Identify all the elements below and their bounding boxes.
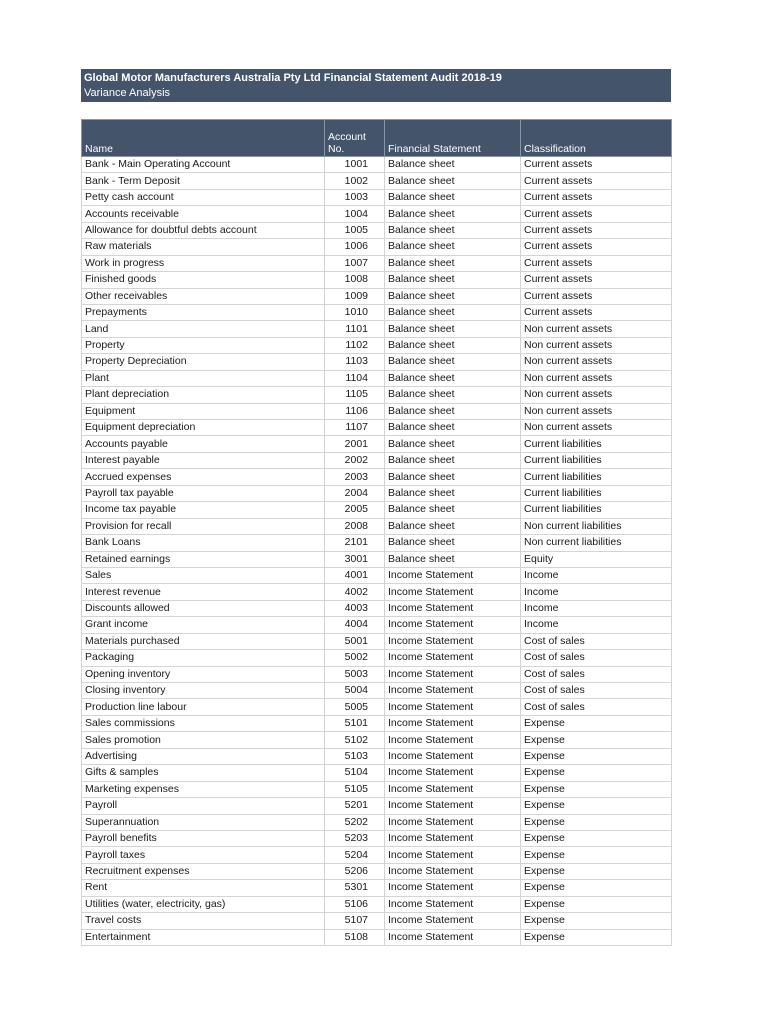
- cell-financial-statement: Balance sheet: [385, 255, 521, 271]
- cell-classification: Current assets: [521, 189, 672, 205]
- cell-classification: Non current assets: [521, 387, 672, 403]
- table-row: [82, 584, 672, 600]
- cell-account-name: Accounts receivable: [82, 206, 325, 222]
- cell-account-name: Accrued expenses: [82, 469, 325, 485]
- table-row: [82, 502, 672, 518]
- cell-classification: Cost of sales: [521, 683, 672, 699]
- column-header-name: Name: [82, 120, 325, 157]
- cell-account-number: 1001: [325, 157, 385, 173]
- cell-account-number: 5106: [325, 896, 385, 912]
- cell-financial-statement: Balance sheet: [385, 518, 521, 534]
- table-row: [82, 683, 672, 699]
- cell-account-number: 1007: [325, 255, 385, 271]
- cell-account-name: Closing inventory: [82, 683, 325, 699]
- cell-account-number: 1010: [325, 304, 385, 320]
- cell-account-name: Bank - Term Deposit: [82, 173, 325, 189]
- cell-classification: Expense: [521, 748, 672, 764]
- cell-account-number: 5206: [325, 863, 385, 879]
- cell-account-number: 1003: [325, 189, 385, 205]
- table-header: [82, 120, 672, 157]
- cell-account-name: Marketing expenses: [82, 781, 325, 797]
- cell-financial-statement: Balance sheet: [385, 239, 521, 255]
- table-row: [82, 748, 672, 764]
- table-row: [82, 321, 672, 337]
- cell-account-name: Other receivables: [82, 288, 325, 304]
- cell-financial-statement: Balance sheet: [385, 535, 521, 551]
- cell-account-number: 5201: [325, 798, 385, 814]
- cell-financial-statement: Income Statement: [385, 798, 521, 814]
- cell-account-number: 5002: [325, 650, 385, 666]
- cell-account-name: Provision for recall: [82, 518, 325, 534]
- cell-financial-statement: Income Statement: [385, 567, 521, 583]
- cell-account-number: 1101: [325, 321, 385, 337]
- cell-account-number: 5107: [325, 913, 385, 929]
- cell-financial-statement: Balance sheet: [385, 304, 521, 320]
- table-row: [82, 830, 672, 846]
- table-row: [82, 765, 672, 781]
- cell-account-number: 1104: [325, 370, 385, 386]
- cell-financial-statement: Balance sheet: [385, 452, 521, 468]
- cell-account-number: 2101: [325, 535, 385, 551]
- cell-classification: Equity: [521, 551, 672, 567]
- cell-account-name: Allowance for doubtful debts account: [82, 222, 325, 238]
- table-row: [82, 255, 672, 271]
- table-row: [82, 387, 672, 403]
- cell-account-name: Packaging: [82, 650, 325, 666]
- cell-account-number: 1006: [325, 239, 385, 255]
- cell-classification: Cost of sales: [521, 633, 672, 649]
- cell-account-name: Petty cash account: [82, 189, 325, 205]
- cell-account-name: Plant depreciation: [82, 387, 325, 403]
- cell-account-number: 1102: [325, 337, 385, 353]
- cell-financial-statement: Income Statement: [385, 880, 521, 896]
- table-row: [82, 896, 672, 912]
- cell-account-number: 5203: [325, 830, 385, 846]
- cell-classification: Current liabilities: [521, 452, 672, 468]
- cell-classification: Non current assets: [521, 354, 672, 370]
- cell-financial-statement: Balance sheet: [385, 321, 521, 337]
- cell-classification: Cost of sales: [521, 650, 672, 666]
- table-row: [82, 567, 672, 583]
- cell-account-number: 1105: [325, 387, 385, 403]
- cell-financial-statement: Income Statement: [385, 913, 521, 929]
- cell-account-number: 2005: [325, 502, 385, 518]
- cell-account-number: 5004: [325, 683, 385, 699]
- table-row: [82, 173, 672, 189]
- cell-account-name: Materials purchased: [82, 633, 325, 649]
- cell-account-number: 2001: [325, 436, 385, 452]
- cell-financial-statement: Income Statement: [385, 830, 521, 846]
- cell-financial-statement: Income Statement: [385, 748, 521, 764]
- table-row: [82, 715, 672, 731]
- cell-financial-statement: Balance sheet: [385, 551, 521, 567]
- cell-financial-statement: Balance sheet: [385, 157, 521, 173]
- cell-financial-statement: Income Statement: [385, 699, 521, 715]
- cell-financial-statement: Balance sheet: [385, 337, 521, 353]
- cell-classification: Non current assets: [521, 403, 672, 419]
- table-row: [82, 370, 672, 386]
- cell-account-name: Property Depreciation: [82, 354, 325, 370]
- cell-classification: Non current assets: [521, 337, 672, 353]
- cell-account-number: 5003: [325, 666, 385, 682]
- cell-financial-statement: Income Statement: [385, 650, 521, 666]
- cell-classification: Current assets: [521, 173, 672, 189]
- table-row: [82, 863, 672, 879]
- cell-account-number: 5202: [325, 814, 385, 830]
- table-row: [82, 222, 672, 238]
- cell-account-number: 5108: [325, 929, 385, 945]
- table-row: [82, 239, 672, 255]
- cell-classification: Current liabilities: [521, 469, 672, 485]
- cell-account-number: 5103: [325, 748, 385, 764]
- cell-account-name: Sales promotion: [82, 732, 325, 748]
- cell-financial-statement: Income Statement: [385, 896, 521, 912]
- report-title: Global Motor Manufacturers Australia Pty Ltd Financial Statement Audit 2018-19: [84, 72, 502, 84]
- cell-classification: Cost of sales: [521, 666, 672, 682]
- cell-account-name: Superannuation: [82, 814, 325, 830]
- table-row: [82, 600, 672, 616]
- cell-financial-statement: Income Statement: [385, 584, 521, 600]
- cell-classification: Expense: [521, 732, 672, 748]
- chart-of-accounts-table: [81, 119, 672, 946]
- cell-financial-statement: Balance sheet: [385, 222, 521, 238]
- cell-classification: Current assets: [521, 255, 672, 271]
- cell-account-name: Travel costs: [82, 913, 325, 929]
- table-row: [82, 929, 672, 945]
- cell-classification: Current liabilities: [521, 436, 672, 452]
- table-row: [82, 189, 672, 205]
- cell-account-name: Equipment depreciation: [82, 420, 325, 436]
- cell-financial-statement: Income Statement: [385, 666, 521, 682]
- table-row: [82, 272, 672, 288]
- cell-financial-statement: Balance sheet: [385, 420, 521, 436]
- cell-account-number: 3001: [325, 551, 385, 567]
- cell-financial-statement: Balance sheet: [385, 485, 521, 501]
- cell-financial-statement: Income Statement: [385, 847, 521, 863]
- cell-financial-statement: Income Statement: [385, 617, 521, 633]
- cell-account-name: Equipment: [82, 403, 325, 419]
- cell-account-number: 5101: [325, 715, 385, 731]
- table-row: [82, 337, 672, 353]
- cell-account-number: 1005: [325, 222, 385, 238]
- table-row: [82, 485, 672, 501]
- cell-account-number: 5102: [325, 732, 385, 748]
- cell-account-name: Discounts allowed: [82, 600, 325, 616]
- cell-financial-statement: Income Statement: [385, 929, 521, 945]
- table-row: [82, 781, 672, 797]
- cell-account-number: 1008: [325, 272, 385, 288]
- cell-classification: Current liabilities: [521, 502, 672, 518]
- cell-financial-statement: Income Statement: [385, 633, 521, 649]
- cell-financial-statement: Balance sheet: [385, 387, 521, 403]
- cell-financial-statement: Income Statement: [385, 765, 521, 781]
- cell-account-number: 2004: [325, 485, 385, 501]
- cell-financial-statement: Balance sheet: [385, 206, 521, 222]
- cell-account-name: Property: [82, 337, 325, 353]
- cell-financial-statement: Income Statement: [385, 863, 521, 879]
- table-row: [82, 913, 672, 929]
- cell-financial-statement: Balance sheet: [385, 354, 521, 370]
- cell-classification: Current assets: [521, 206, 672, 222]
- cell-account-name: Gifts & samples: [82, 765, 325, 781]
- cell-account-name: Rent: [82, 880, 325, 896]
- table-row: [82, 288, 672, 304]
- table-row: [82, 535, 672, 551]
- table-row: [82, 798, 672, 814]
- cell-classification: Current assets: [521, 222, 672, 238]
- table-row: [82, 354, 672, 370]
- column-header-account-line1: Account: [328, 131, 366, 143]
- cell-classification: Expense: [521, 913, 672, 929]
- cell-financial-statement: Balance sheet: [385, 403, 521, 419]
- cell-account-number: 5105: [325, 781, 385, 797]
- table-row: [82, 452, 672, 468]
- table-row: [82, 304, 672, 320]
- cell-account-number: 4002: [325, 584, 385, 600]
- cell-financial-statement: Balance sheet: [385, 436, 521, 452]
- cell-account-name: Bank - Main Operating Account: [82, 157, 325, 173]
- cell-classification: Income: [521, 567, 672, 583]
- cell-account-name: Recruitment expenses: [82, 863, 325, 879]
- column-header-account-no: [325, 120, 385, 157]
- column-header-financial-statement: Financial Statement: [385, 120, 521, 157]
- column-header-classification: Classification: [521, 120, 672, 157]
- cell-classification: Current assets: [521, 272, 672, 288]
- cell-classification: Expense: [521, 814, 672, 830]
- table-row: [82, 880, 672, 896]
- cell-account-number: 2008: [325, 518, 385, 534]
- cell-account-name: Payroll: [82, 798, 325, 814]
- cell-account-number: 5301: [325, 880, 385, 896]
- table-body: [82, 157, 672, 946]
- cell-account-number: 1009: [325, 288, 385, 304]
- cell-classification: Current assets: [521, 288, 672, 304]
- cell-classification: Non current assets: [521, 321, 672, 337]
- cell-account-name: Interest payable: [82, 452, 325, 468]
- cell-account-name: Bank Loans: [82, 535, 325, 551]
- cell-account-name: Payroll taxes: [82, 847, 325, 863]
- cell-financial-statement: Income Statement: [385, 683, 521, 699]
- cell-classification: Expense: [521, 929, 672, 945]
- cell-account-name: Advertising: [82, 748, 325, 764]
- cell-classification: Expense: [521, 830, 672, 846]
- cell-account-name: Income tax payable: [82, 502, 325, 518]
- report-title-banner: [81, 69, 671, 102]
- cell-account-number: 2003: [325, 469, 385, 485]
- cell-financial-statement: Income Statement: [385, 715, 521, 731]
- cell-financial-statement: Balance sheet: [385, 288, 521, 304]
- cell-classification: Non current liabilities: [521, 518, 672, 534]
- cell-account-number: 1004: [325, 206, 385, 222]
- cell-financial-statement: Income Statement: [385, 600, 521, 616]
- cell-account-number: 4001: [325, 567, 385, 583]
- table-row: [82, 617, 672, 633]
- cell-account-name: Production line labour: [82, 699, 325, 715]
- table-row: [82, 814, 672, 830]
- cell-financial-statement: Balance sheet: [385, 272, 521, 288]
- cell-financial-statement: Balance sheet: [385, 502, 521, 518]
- cell-account-name: Work in progress: [82, 255, 325, 271]
- cell-account-name: Plant: [82, 370, 325, 386]
- column-header-account-line2: No.: [328, 143, 345, 155]
- cell-account-number: 5001: [325, 633, 385, 649]
- table-row: [82, 666, 672, 682]
- header-row: [82, 120, 672, 157]
- cell-classification: Expense: [521, 896, 672, 912]
- table-row: [82, 206, 672, 222]
- cell-account-name: Grant income: [82, 617, 325, 633]
- table-row: [82, 469, 672, 485]
- cell-classification: Income: [521, 584, 672, 600]
- cell-classification: Non current liabilities: [521, 535, 672, 551]
- cell-account-number: 5005: [325, 699, 385, 715]
- cell-account-name: Interest revenue: [82, 584, 325, 600]
- report-subtitle: Variance Analysis: [84, 87, 171, 99]
- cell-account-name: Land: [82, 321, 325, 337]
- cell-account-number: 1002: [325, 173, 385, 189]
- cell-classification: Current assets: [521, 239, 672, 255]
- table-row: [82, 420, 672, 436]
- cell-classification: Income: [521, 600, 672, 616]
- cell-financial-statement: Balance sheet: [385, 189, 521, 205]
- cell-financial-statement: Income Statement: [385, 814, 521, 830]
- cell-classification: Expense: [521, 765, 672, 781]
- cell-financial-statement: Balance sheet: [385, 173, 521, 189]
- cell-financial-statement: Balance sheet: [385, 370, 521, 386]
- cell-account-number: 5104: [325, 765, 385, 781]
- cell-classification: Current liabilities: [521, 485, 672, 501]
- cell-account-number: 1103: [325, 354, 385, 370]
- cell-financial-statement: Income Statement: [385, 781, 521, 797]
- table-row: [82, 403, 672, 419]
- cell-account-name: Opening inventory: [82, 666, 325, 682]
- cell-account-name: Payroll benefits: [82, 830, 325, 846]
- table-row: [82, 650, 672, 666]
- table-row: [82, 518, 672, 534]
- cell-account-name: Finished goods: [82, 272, 325, 288]
- cell-account-number: 1107: [325, 420, 385, 436]
- cell-account-number: 2002: [325, 452, 385, 468]
- table-row: [82, 157, 672, 173]
- cell-financial-statement: Balance sheet: [385, 469, 521, 485]
- cell-financial-statement: Income Statement: [385, 732, 521, 748]
- table-row: [82, 847, 672, 863]
- cell-classification: Expense: [521, 715, 672, 731]
- cell-classification: Non current assets: [521, 420, 672, 436]
- cell-account-name: Sales commissions: [82, 715, 325, 731]
- cell-classification: Income: [521, 617, 672, 633]
- cell-account-number: 4003: [325, 600, 385, 616]
- cell-account-name: Raw materials: [82, 239, 325, 255]
- cell-classification: Expense: [521, 847, 672, 863]
- cell-account-name: Utilities (water, electricity, gas): [82, 896, 325, 912]
- cell-account-name: Sales: [82, 567, 325, 583]
- cell-account-number: 5204: [325, 847, 385, 863]
- cell-classification: Expense: [521, 781, 672, 797]
- table-row: [82, 699, 672, 715]
- cell-classification: Cost of sales: [521, 699, 672, 715]
- cell-classification: Expense: [521, 798, 672, 814]
- cell-classification: Current assets: [521, 157, 672, 173]
- cell-account-number: 4004: [325, 617, 385, 633]
- cell-account-name: Accounts payable: [82, 436, 325, 452]
- cell-account-number: 1106: [325, 403, 385, 419]
- table-row: [82, 732, 672, 748]
- table-row: [82, 436, 672, 452]
- cell-account-name: Entertainment: [82, 929, 325, 945]
- table-row: [82, 633, 672, 649]
- cell-account-name: Retained earnings: [82, 551, 325, 567]
- cell-account-name: Prepayments: [82, 304, 325, 320]
- cell-classification: Expense: [521, 863, 672, 879]
- cell-account-name: Payroll tax payable: [82, 485, 325, 501]
- table-row: [82, 551, 672, 567]
- cell-classification: Expense: [521, 880, 672, 896]
- cell-classification: Non current assets: [521, 370, 672, 386]
- cell-classification: Current assets: [521, 304, 672, 320]
